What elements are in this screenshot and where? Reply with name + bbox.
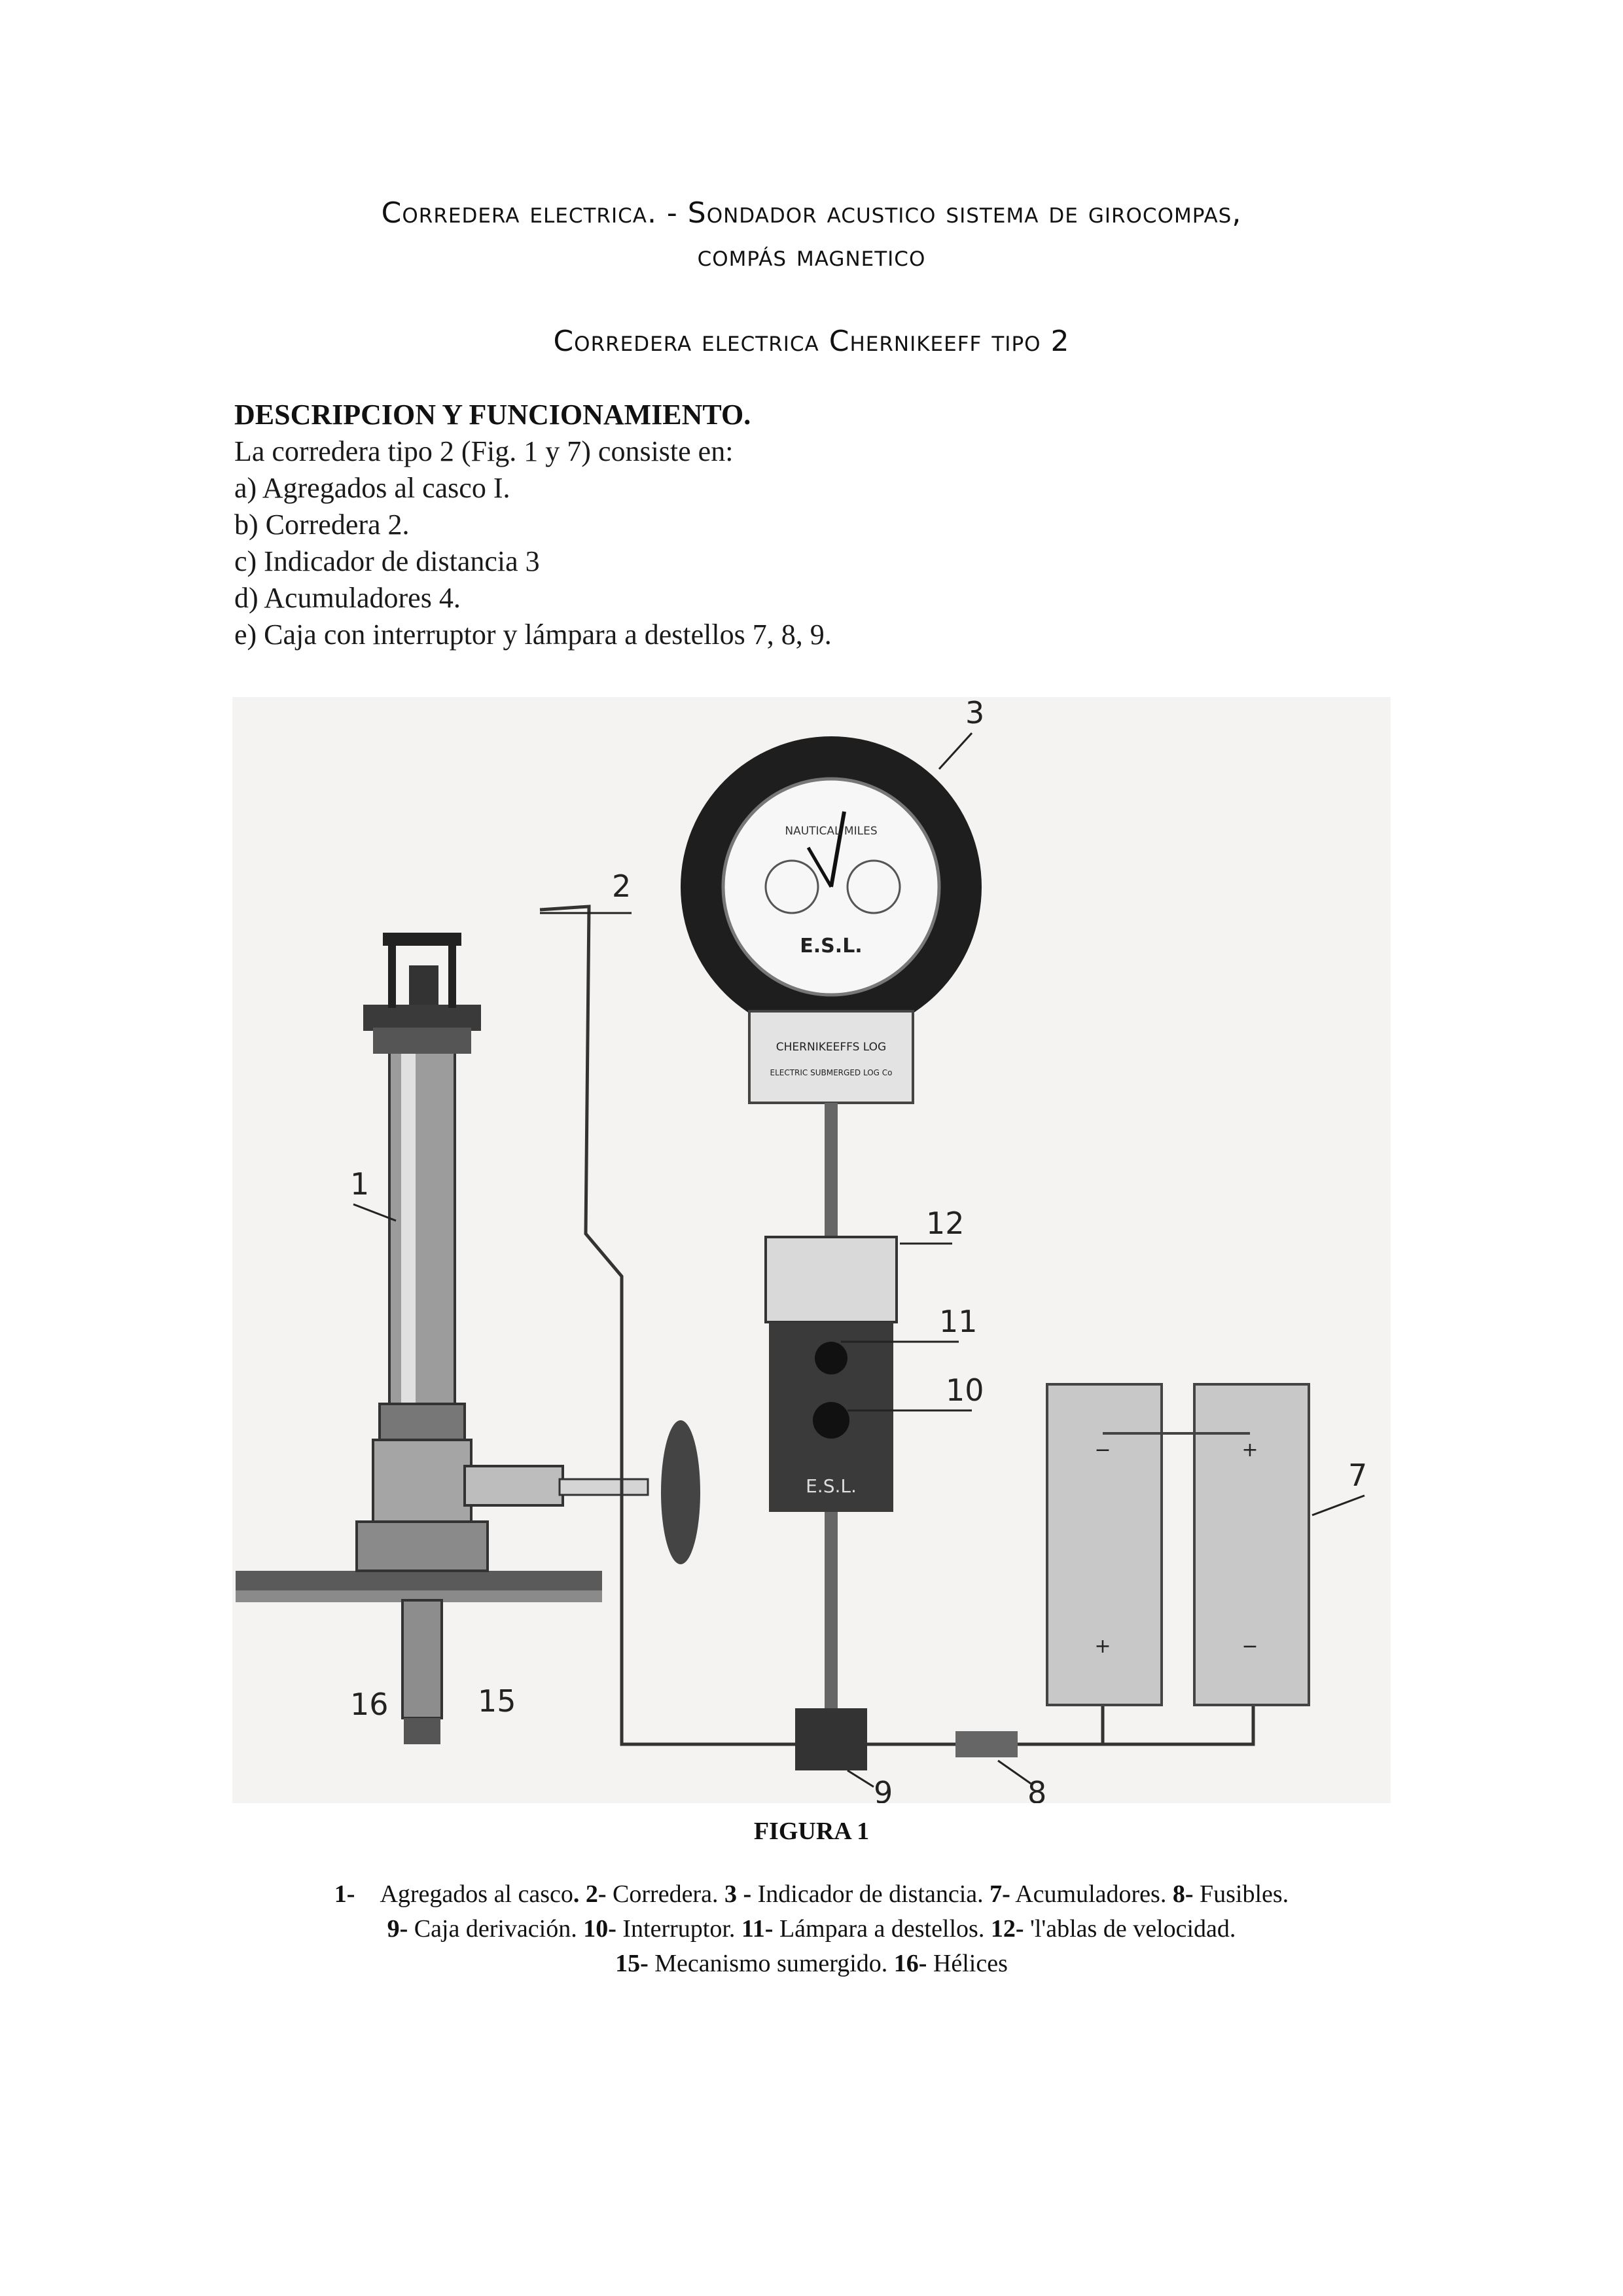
callout-15: 15	[478, 1683, 516, 1719]
section-heading: DESCRIPCION Y FUNCIONAMIENTO.	[234, 399, 751, 431]
callout-3: 3	[965, 697, 985, 730]
dial-label: NAUTICAL MILES	[785, 825, 878, 838]
list-item: d) Acumuladores 4.	[234, 582, 461, 614]
battery-terminal-minus: −	[1094, 1439, 1111, 1462]
callout-11: 11	[939, 1304, 978, 1339]
legend-number: 1-	[334, 1880, 355, 1908]
legend-text: Corredera.	[613, 1880, 719, 1908]
legend-text: Fusibles.	[1199, 1880, 1289, 1908]
callout-1: 1	[350, 1166, 370, 1202]
callout-16: 16	[350, 1687, 389, 1722]
legend-text: 'l'ablas de velocidad.	[1030, 1915, 1236, 1943]
legend-line-3	[0, 1949, 1623, 1978]
distance-indicator	[681, 736, 982, 1240]
fuse	[955, 1731, 1018, 1757]
callout-2: 2	[612, 869, 632, 904]
legend-text: Caja derivación.	[414, 1915, 577, 1943]
list-item: a) Agregados al casco I.	[234, 472, 510, 504]
callout-8: 8	[1027, 1775, 1047, 1803]
callout-7: 7	[1348, 1458, 1368, 1493]
list-item: c) Indicador de distancia 3	[234, 545, 540, 577]
callout-9: 9	[874, 1775, 893, 1803]
switch-box	[766, 1237, 897, 1708]
legend-text: Lámpara a destellos.	[779, 1915, 985, 1943]
battery-terminal-minus: −	[1241, 1635, 1258, 1658]
battery-terminal-plus: +	[1094, 1635, 1111, 1658]
legend-text: Indicador de distancia.	[757, 1880, 984, 1908]
document-title-line1: Corredera electrica. - Sondador acustico sistema de girocompas,	[381, 196, 1242, 230]
batteries	[1047, 1384, 1309, 1705]
legend-number: 3 -	[724, 1880, 752, 1908]
legend-number: 8-	[1172, 1880, 1194, 1908]
deck-plate	[236, 1571, 602, 1602]
legend-text: Acumuladores.	[1015, 1880, 1167, 1908]
battery-terminal-plus: +	[1241, 1439, 1258, 1462]
intro-line: La corredera tipo 2 (Fig. 1 y 7) consiste en:	[234, 435, 734, 467]
legend-line-1	[0, 1880, 1623, 1909]
dial-brand: E.S.L.	[800, 935, 863, 958]
legend-text: Mecanismo sumergido.	[654, 1950, 888, 1977]
legend-text: Agregados al casco	[380, 1880, 573, 1908]
legend-number: 15-	[615, 1950, 649, 1977]
legend-number: 11-	[741, 1915, 774, 1943]
plate-line2: ELECTRIC SUBMERGED LOG Co	[770, 1068, 893, 1077]
legend-number: . 2-	[573, 1880, 607, 1908]
box-brand: E.S.L.	[806, 1475, 857, 1497]
junction-box	[795, 1708, 867, 1770]
legend-number: 9-	[387, 1915, 408, 1943]
list-item: e) Caja con interruptor y lámpara a destellos 7, 8, 9.	[234, 619, 832, 651]
list-item: b) Corredera 2.	[234, 509, 410, 541]
hull-fitting	[357, 933, 700, 1744]
document-title-line2: compás magnetico	[697, 240, 926, 273]
callout-10: 10	[946, 1372, 984, 1408]
figure-caption: FIGURA 1	[753, 1818, 870, 1845]
figure-illustration	[232, 697, 1391, 1803]
legend-text: Hélices	[933, 1950, 1008, 1977]
legend-number: 16-	[893, 1950, 927, 1977]
legend-line-2	[0, 1914, 1623, 1943]
callout-12: 12	[926, 1206, 965, 1241]
document-subtitle: Corredera electrica Chernikeeff tipo 2	[553, 325, 1070, 358]
legend-number: 7-	[990, 1880, 1010, 1908]
legend-text: Interruptor.	[622, 1915, 736, 1943]
legend-number: 12-	[990, 1915, 1024, 1943]
legend-number: 10-	[583, 1915, 616, 1943]
plate-line1: CHERNIKEEFFS LOG	[776, 1041, 887, 1054]
